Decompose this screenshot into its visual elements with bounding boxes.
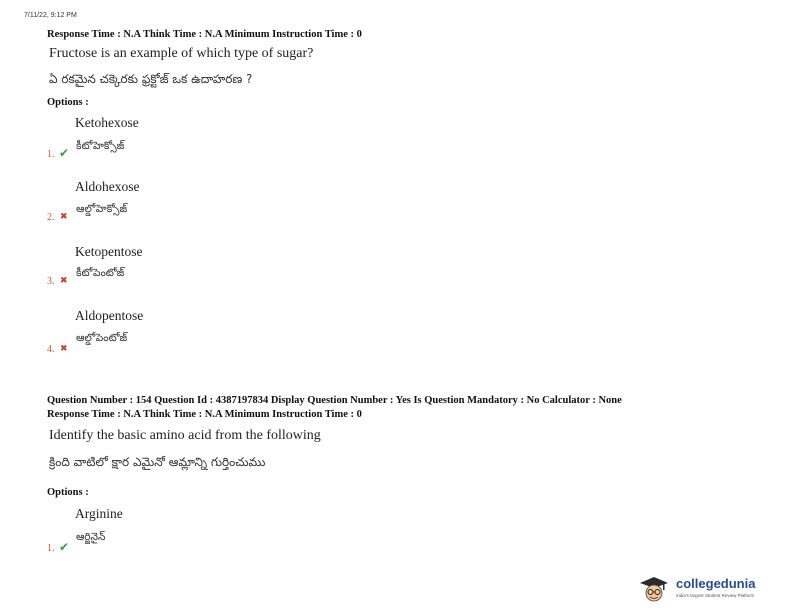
collegedunia-logo	[636, 574, 786, 604]
logo-tagline: India's largest Student Review Platform	[676, 593, 755, 598]
option-2-text-te: ఆల్డోహెక్సోజ్	[76, 203, 128, 215]
option-1-text-te: ఆర్జినైన్	[76, 531, 106, 543]
option-4-number: 4.	[47, 344, 55, 355]
option-1-text-en: Ketohexose	[75, 115, 139, 130]
option-3-text-te: కీటోపెంటోజ్	[76, 267, 125, 279]
wrong-cross-icon: ✖	[60, 344, 68, 354]
option-3-text-en: Ketopentose	[75, 244, 143, 259]
question-meta-line: Question Number : 154 Question Id : 4387197834 Display Question Number : Yes Is Question Mandatory : No Calculator : None	[47, 395, 622, 406]
option-1-number: 1.	[47, 543, 55, 554]
logo-wordmark: collegedunia	[676, 576, 756, 591]
option-1-text-te: కీటోహెక్సోజ్	[76, 140, 125, 152]
print-timestamp: 7/11/22, 9:12 PM	[24, 12, 77, 19]
option-4-text-en: Aldopentose	[75, 308, 144, 323]
wrong-cross-icon: ✖	[60, 276, 68, 286]
question-text-te: క్రింది వాటిలో క్షార ఎమైనో ఆమ్లాన్ని గుర్తించుము	[49, 455, 266, 469]
question-text-en: Identify the basic amino acid from the following	[49, 428, 321, 443]
question-text-en: Fructose is an example of which type of sugar?	[49, 46, 314, 61]
option-1-number: 1.	[47, 149, 55, 160]
response-time-line: Response Time : N.A Think Time : N.A Minimum Instruction Time : 0	[47, 29, 362, 40]
response-time-line: Response Time : N.A Think Time : N.A Minimum Instruction Time : 0	[47, 409, 362, 420]
wrong-cross-icon: ✖	[60, 212, 68, 222]
question-text-te: ఏ రకమైన చక్కెరకు ఫ్రక్టోజ్ ఒక ఉదాహరణ ?	[49, 72, 253, 86]
graduate-mascot-icon	[636, 574, 672, 604]
options-label: Options :	[47, 487, 89, 498]
option-2-text-en: Aldohexose	[75, 179, 140, 194]
correct-check-icon: ✔	[59, 146, 70, 160]
option-3-number: 3.	[47, 276, 55, 287]
option-4-text-te: ఆల్డోపెంటోజ్	[76, 332, 128, 344]
option-1-text-en: Arginine	[75, 506, 123, 521]
correct-check-icon: ✔	[59, 540, 70, 554]
option-2-number: 2.	[47, 212, 55, 223]
options-label: Options :	[47, 97, 89, 108]
